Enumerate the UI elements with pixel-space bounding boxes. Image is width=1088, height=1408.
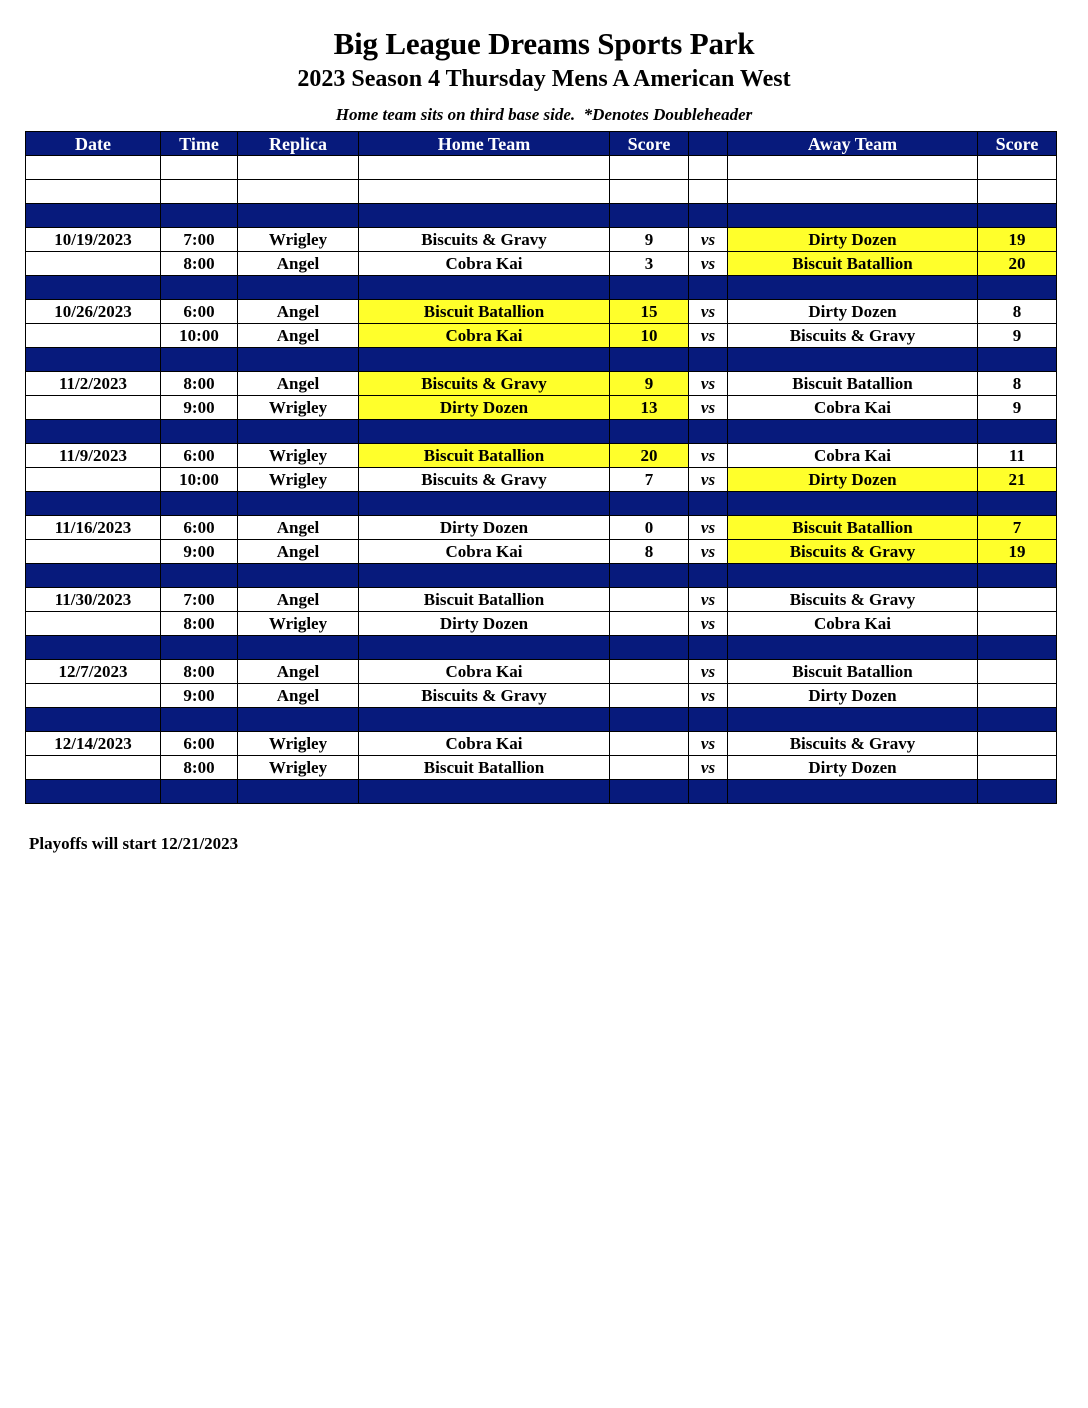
date-cell <box>26 180 161 204</box>
date-cell <box>26 636 161 660</box>
date-cell <box>26 612 161 636</box>
separator-row <box>26 492 1057 516</box>
table-row <box>26 396 1057 420</box>
home-team-cell: Cobra Kai <box>359 660 610 684</box>
away-score-cell: 8 <box>978 372 1057 396</box>
away-score-cell <box>978 756 1057 780</box>
table-row <box>26 444 1057 468</box>
vs-cell <box>689 780 728 804</box>
vs-cell <box>689 708 728 732</box>
replica-cell: Angel <box>238 252 359 276</box>
table-row <box>26 228 1057 252</box>
away-team-cell <box>728 276 978 300</box>
away-score-cell <box>978 420 1057 444</box>
away-score-cell <box>978 156 1057 180</box>
home-team-cell <box>359 492 610 516</box>
time-cell: 6:00 <box>161 732 238 756</box>
home-team-cell: Biscuit Batallion <box>359 588 610 612</box>
time-cell: 7:00 <box>161 588 238 612</box>
away-score-cell: 8 <box>978 300 1057 324</box>
separator-row <box>26 420 1057 444</box>
date-cell <box>26 564 161 588</box>
date-cell <box>26 468 161 492</box>
away-team-cell: Dirty Dozen <box>728 228 978 252</box>
date-cell <box>26 156 161 180</box>
vs-cell: vs <box>689 396 728 420</box>
replica-cell: Angel <box>238 588 359 612</box>
time-cell: 8:00 <box>161 372 238 396</box>
time-cell: 8:00 <box>161 252 238 276</box>
page-title: Big League Dreams Sports Park <box>333 26 755 61</box>
vs-cell: vs <box>689 372 728 396</box>
column-header-vs <box>689 132 728 156</box>
schedule-body <box>26 156 1057 804</box>
home-score-cell: 10 <box>610 324 689 348</box>
vs-cell <box>689 492 728 516</box>
separator-row <box>26 636 1057 660</box>
time-cell <box>161 420 238 444</box>
home-score-cell <box>610 156 689 180</box>
table-row <box>26 516 1057 540</box>
replica-cell: Angel <box>238 540 359 564</box>
column-header-away-team: Away Team <box>728 132 978 156</box>
replica-cell: Angel <box>238 324 359 348</box>
column-header-away-score: Score <box>978 132 1057 156</box>
home-score-cell <box>610 180 689 204</box>
replica-cell: Angel <box>238 684 359 708</box>
away-score-cell: 21 <box>978 468 1057 492</box>
schedule-subtitle: 2023 Season 4 Thursday Mens A American West <box>297 66 791 92</box>
playoffs-note: Playoffs will start 12/21/2023 <box>29 834 239 853</box>
home-score-cell: 20 <box>610 444 689 468</box>
away-score-cell <box>978 564 1057 588</box>
home-team-cell: Dirty Dozen <box>359 612 610 636</box>
away-score-cell: 11 <box>978 444 1057 468</box>
time-cell: 9:00 <box>161 684 238 708</box>
home-score-cell <box>610 732 689 756</box>
away-score-cell: 7 <box>978 516 1057 540</box>
table-row <box>26 756 1057 780</box>
column-header-replica: Replica <box>238 132 359 156</box>
table-row <box>26 612 1057 636</box>
away-team-cell <box>728 348 978 372</box>
replica-cell: Angel <box>238 660 359 684</box>
away-score-cell <box>978 204 1057 228</box>
time-cell <box>161 156 238 180</box>
date-cell <box>26 396 161 420</box>
vs-cell <box>689 156 728 180</box>
home-team-cell: Cobra Kai <box>359 324 610 348</box>
vs-cell: vs <box>689 732 728 756</box>
home-team-cell: Biscuits & Gravy <box>359 372 610 396</box>
away-team-cell <box>728 180 978 204</box>
away-score-cell <box>978 348 1057 372</box>
time-cell: 8:00 <box>161 612 238 636</box>
home-score-cell <box>610 756 689 780</box>
home-score-cell <box>610 636 689 660</box>
date-cell: 11/9/2023 <box>26 444 161 468</box>
time-cell: 8:00 <box>161 756 238 780</box>
replica-cell <box>238 780 359 804</box>
vs-cell: vs <box>689 588 728 612</box>
home-team-cell: Cobra Kai <box>359 732 610 756</box>
time-cell: 10:00 <box>161 324 238 348</box>
vs-cell: vs <box>689 444 728 468</box>
home-score-cell <box>610 420 689 444</box>
time-cell <box>161 348 238 372</box>
vs-cell: vs <box>689 324 728 348</box>
vs-cell: vs <box>689 300 728 324</box>
home-score-cell: 7 <box>610 468 689 492</box>
replica-cell: Wrigley <box>238 444 359 468</box>
separator-row <box>26 564 1057 588</box>
replica-cell: Wrigley <box>238 228 359 252</box>
home-team-cell: Dirty Dozen <box>359 516 610 540</box>
replica-cell <box>238 492 359 516</box>
vs-cell <box>689 636 728 660</box>
date-cell: 10/26/2023 <box>26 300 161 324</box>
vs-cell: vs <box>689 228 728 252</box>
vs-cell: vs <box>689 660 728 684</box>
replica-cell <box>238 708 359 732</box>
away-score-cell <box>978 708 1057 732</box>
table-row <box>26 300 1057 324</box>
separator-row <box>26 780 1057 804</box>
away-team-cell <box>728 780 978 804</box>
vs-cell: vs <box>689 468 728 492</box>
time-cell: 6:00 <box>161 444 238 468</box>
separator-row <box>26 708 1057 732</box>
replica-cell <box>238 180 359 204</box>
home-team-cell <box>359 420 610 444</box>
home-team-cell <box>359 180 610 204</box>
column-header-home-score: Score <box>610 132 689 156</box>
home-team-cell <box>359 780 610 804</box>
replica-cell: Angel <box>238 300 359 324</box>
away-team-cell: Biscuits & Gravy <box>728 324 978 348</box>
away-team-cell: Biscuit Batallion <box>728 252 978 276</box>
home-team-cell: Cobra Kai <box>359 252 610 276</box>
vs-cell <box>689 420 728 444</box>
home-team-cell: Biscuit Batallion <box>359 756 610 780</box>
home-team-cell <box>359 708 610 732</box>
date-cell <box>26 252 161 276</box>
date-cell <box>26 756 161 780</box>
away-team-cell: Biscuit Batallion <box>728 372 978 396</box>
time-cell: 9:00 <box>161 396 238 420</box>
away-score-cell <box>978 684 1057 708</box>
home-score-cell <box>610 348 689 372</box>
table-row <box>26 684 1057 708</box>
vs-cell: vs <box>689 540 728 564</box>
separator-row <box>26 348 1057 372</box>
home-score-cell <box>610 204 689 228</box>
home-team-cell: Biscuit Batallion <box>359 444 610 468</box>
date-cell <box>26 684 161 708</box>
away-team-cell: Cobra Kai <box>728 396 978 420</box>
home-team-cell <box>359 204 610 228</box>
table-row <box>26 372 1057 396</box>
vs-cell <box>689 276 728 300</box>
time-cell: 8:00 <box>161 660 238 684</box>
away-score-cell <box>978 180 1057 204</box>
home-team-cell <box>359 156 610 180</box>
home-team-cell <box>359 348 610 372</box>
table-row <box>26 324 1057 348</box>
table-row <box>26 540 1057 564</box>
away-team-cell: Biscuits & Gravy <box>728 732 978 756</box>
away-team-cell: Biscuit Batallion <box>728 516 978 540</box>
vs-cell <box>689 180 728 204</box>
replica-cell: Wrigley <box>238 732 359 756</box>
away-team-cell <box>728 708 978 732</box>
home-team-cell: Cobra Kai <box>359 540 610 564</box>
replica-cell <box>238 156 359 180</box>
time-cell: 10:00 <box>161 468 238 492</box>
blank-row <box>26 156 1057 180</box>
date-cell <box>26 708 161 732</box>
away-score-cell <box>978 732 1057 756</box>
date-cell <box>26 540 161 564</box>
vs-cell <box>689 204 728 228</box>
away-score-cell: 9 <box>978 396 1057 420</box>
seating-note: Home team sits on third base side. *Denotes Doubleheader <box>335 105 753 124</box>
date-cell: 11/16/2023 <box>26 516 161 540</box>
home-score-cell <box>610 612 689 636</box>
away-team-cell: Dirty Dozen <box>728 684 978 708</box>
time-cell <box>161 564 238 588</box>
away-score-cell <box>978 276 1057 300</box>
away-score-cell <box>978 492 1057 516</box>
vs-cell: vs <box>689 684 728 708</box>
home-team-cell: Biscuit Batallion <box>359 300 610 324</box>
home-team-cell: Biscuits & Gravy <box>359 468 610 492</box>
replica-cell <box>238 204 359 228</box>
replica-cell: Angel <box>238 516 359 540</box>
away-team-cell <box>728 156 978 180</box>
away-team-cell: Cobra Kai <box>728 444 978 468</box>
header-row <box>26 132 1057 156</box>
home-score-cell <box>610 684 689 708</box>
vs-cell: vs <box>689 612 728 636</box>
home-score-cell <box>610 276 689 300</box>
replica-cell: Wrigley <box>238 468 359 492</box>
away-score-cell: 19 <box>978 228 1057 252</box>
away-team-cell: Cobra Kai <box>728 612 978 636</box>
date-cell <box>26 204 161 228</box>
blank-row <box>26 180 1057 204</box>
away-score-cell <box>978 660 1057 684</box>
time-cell <box>161 492 238 516</box>
home-score-cell: 9 <box>610 228 689 252</box>
home-score-cell <box>610 564 689 588</box>
away-score-cell: 9 <box>978 324 1057 348</box>
away-score-cell: 20 <box>978 252 1057 276</box>
date-cell: 11/2/2023 <box>26 372 161 396</box>
home-team-cell <box>359 276 610 300</box>
vs-cell: vs <box>689 756 728 780</box>
vs-cell: vs <box>689 516 728 540</box>
away-team-cell: Dirty Dozen <box>728 468 978 492</box>
away-score-cell <box>978 636 1057 660</box>
home-score-cell: 9 <box>610 372 689 396</box>
table-row <box>26 732 1057 756</box>
column-header-time: Time <box>161 132 238 156</box>
away-team-cell <box>728 636 978 660</box>
date-cell <box>26 324 161 348</box>
home-team-cell <box>359 636 610 660</box>
replica-cell <box>238 420 359 444</box>
away-team-cell <box>728 492 978 516</box>
date-cell <box>26 780 161 804</box>
replica-cell <box>238 348 359 372</box>
home-team-cell: Biscuits & Gravy <box>359 228 610 252</box>
replica-cell <box>238 636 359 660</box>
home-team-cell: Dirty Dozen <box>359 396 610 420</box>
away-team-cell <box>728 204 978 228</box>
table-row <box>26 468 1057 492</box>
replica-cell: Wrigley <box>238 756 359 780</box>
column-header-home-team: Home Team <box>359 132 610 156</box>
replica-cell: Wrigley <box>238 396 359 420</box>
home-score-cell <box>610 780 689 804</box>
home-team-cell: Biscuits & Gravy <box>359 684 610 708</box>
away-team-cell: Dirty Dozen <box>728 300 978 324</box>
date-cell: 12/7/2023 <box>26 660 161 684</box>
home-score-cell: 15 <box>610 300 689 324</box>
time-cell <box>161 636 238 660</box>
date-cell <box>26 492 161 516</box>
replica-cell: Angel <box>238 372 359 396</box>
away-score-cell <box>978 780 1057 804</box>
time-cell: 9:00 <box>161 540 238 564</box>
time-cell <box>161 780 238 804</box>
vs-cell: vs <box>689 252 728 276</box>
away-team-cell <box>728 420 978 444</box>
away-score-cell <box>978 588 1057 612</box>
time-cell <box>161 204 238 228</box>
home-score-cell <box>610 708 689 732</box>
home-team-cell <box>359 564 610 588</box>
schedule-table <box>25 131 1057 804</box>
replica-cell: Wrigley <box>238 612 359 636</box>
date-cell <box>26 420 161 444</box>
column-header-date: Date <box>26 132 161 156</box>
away-team-cell <box>728 564 978 588</box>
home-score-cell: 13 <box>610 396 689 420</box>
away-team-cell: Biscuit Batallion <box>728 660 978 684</box>
time-cell <box>161 276 238 300</box>
away-team-cell: Dirty Dozen <box>728 756 978 780</box>
date-cell <box>26 348 161 372</box>
date-cell: 12/14/2023 <box>26 732 161 756</box>
table-row <box>26 252 1057 276</box>
table-row <box>26 660 1057 684</box>
table-row <box>26 588 1057 612</box>
away-score-cell: 19 <box>978 540 1057 564</box>
replica-cell <box>238 564 359 588</box>
away-score-cell <box>978 612 1057 636</box>
date-cell <box>26 276 161 300</box>
home-score-cell <box>610 660 689 684</box>
vs-cell <box>689 348 728 372</box>
home-score-cell <box>610 492 689 516</box>
replica-cell <box>238 276 359 300</box>
time-cell <box>161 180 238 204</box>
time-cell: 6:00 <box>161 516 238 540</box>
home-score-cell <box>610 588 689 612</box>
time-cell <box>161 708 238 732</box>
home-score-cell: 8 <box>610 540 689 564</box>
separator-row <box>26 204 1057 228</box>
date-cell: 11/30/2023 <box>26 588 161 612</box>
time-cell: 7:00 <box>161 228 238 252</box>
away-team-cell: Biscuits & Gravy <box>728 588 978 612</box>
home-score-cell: 3 <box>610 252 689 276</box>
home-score-cell: 0 <box>610 516 689 540</box>
time-cell: 6:00 <box>161 300 238 324</box>
away-team-cell: Biscuits & Gravy <box>728 540 978 564</box>
vs-cell <box>689 564 728 588</box>
date-cell: 10/19/2023 <box>26 228 161 252</box>
separator-row <box>26 276 1057 300</box>
